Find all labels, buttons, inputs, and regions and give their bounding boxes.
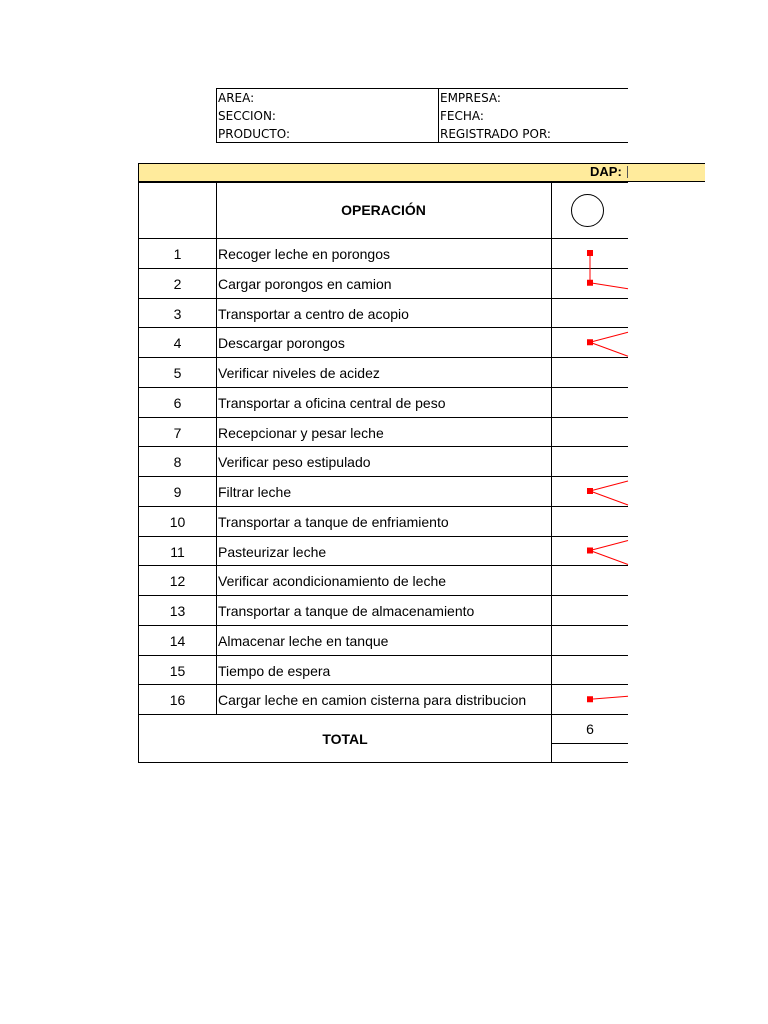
row-number: 14 [169, 632, 186, 649]
row-number: 13 [169, 603, 186, 619]
marker-line [590, 283, 628, 289]
operation-marker [587, 548, 593, 554]
marker-line [590, 696, 628, 699]
row-number: 12 [169, 573, 186, 590]
total-label: TOTAL [322, 731, 368, 747]
operation-description: Verificar acondicionamiento de leche [218, 573, 447, 590]
total-operations-value: 6 [586, 721, 594, 737]
producto-label: PRODUCTO: [218, 127, 291, 141]
operation-description: Transportar a centro de acopio [218, 305, 409, 322]
operation-marker [587, 339, 593, 345]
marker-line [590, 491, 628, 505]
operation-description: Transportar a oficina central de peso [218, 394, 446, 411]
fecha-label: FECHA: [440, 109, 484, 123]
operation-marker [587, 488, 593, 494]
seccion-label: SECCION: [218, 109, 276, 123]
row-number: 9 [173, 484, 182, 500]
operation-description: Pasteurizar leche [218, 543, 327, 560]
operation-description: Almacenar leche en tanque [218, 632, 389, 649]
marker-line [590, 332, 628, 342]
row-number: 15 [169, 662, 186, 679]
marker-line [590, 541, 628, 551]
operation-description: Recepcionar y pesar leche [218, 424, 384, 441]
row-number: 11 [170, 543, 185, 560]
row-number: 8 [173, 454, 182, 471]
operation-marker [587, 696, 593, 702]
row-number: 6 [173, 394, 182, 411]
marker-line [590, 551, 628, 565]
empresa-label: EMPRESA: [440, 91, 501, 105]
operation-description: Descargar porongos [218, 335, 345, 352]
operation-marker [587, 250, 593, 256]
marker-line [590, 342, 628, 356]
row-number: 2 [173, 275, 182, 292]
operation-column-header: OPERACIÓN [341, 202, 426, 218]
operation-description: Transportar a tanque de almacenamiento [218, 603, 475, 619]
dap-title: DAP: [590, 164, 622, 179]
row-number: 10 [169, 513, 186, 530]
operation-description: Recoger leche en porongos [218, 246, 391, 262]
area-label: AREA: [218, 91, 255, 105]
operation-marker [587, 280, 593, 286]
row-number: 7 [173, 424, 182, 441]
registrado-por-label: REGISTRADO POR: [440, 127, 551, 141]
row-number: 3 [173, 305, 182, 322]
operation-description: Cargar leche en camion cisterna para distribucion [218, 692, 527, 709]
operation-description: Verificar niveles de acidez [218, 365, 380, 381]
row-number: 4 [173, 335, 182, 352]
row-number: 16 [169, 692, 186, 709]
marker-line [590, 481, 628, 491]
operation-description: Filtrar leche [218, 484, 292, 500]
operation-description: Transportar a tanque de enfriamiento [218, 513, 449, 530]
operation-description: Cargar porongos en camion [218, 275, 392, 292]
operation-description: Verificar peso estipulado [218, 454, 371, 471]
row-number: 1 [173, 246, 182, 262]
operation-description: Tiempo de espera [218, 662, 331, 679]
row-number: 5 [173, 365, 182, 381]
